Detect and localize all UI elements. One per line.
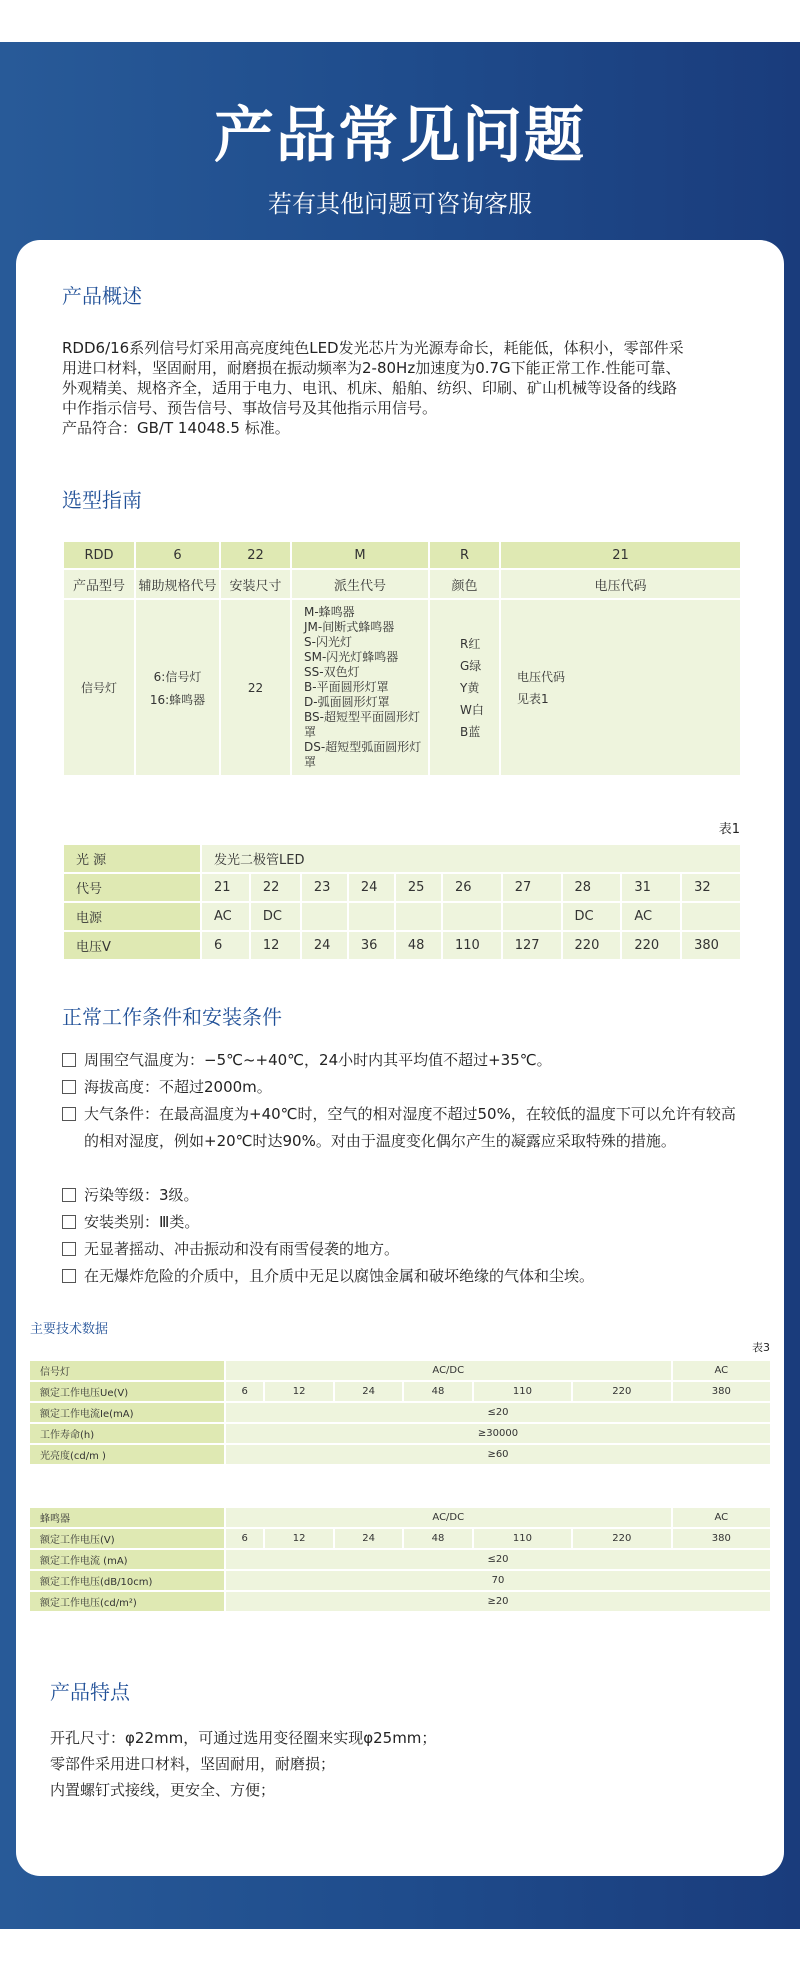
- spec-label: 额定工作电压(cd/m²): [29, 1591, 225, 1612]
- spec-value: 6: [225, 1528, 264, 1549]
- page-title: 产品常见问题: [214, 101, 586, 171]
- code-cell: 6: [135, 541, 220, 569]
- spec-value: ≥20: [225, 1591, 771, 1612]
- volt-row: [63, 931, 741, 960]
- power-cell: DC: [250, 902, 301, 931]
- light-value: 发光二极管LED: [201, 844, 741, 873]
- derived-item: B-平面圆形灯罩: [304, 680, 389, 694]
- spec-label: 额定工作电压Ue(V): [29, 1381, 225, 1402]
- code-cell: 26: [442, 873, 502, 902]
- power-cell: [395, 902, 442, 931]
- label-cell: 辅助规格代号: [135, 569, 220, 599]
- volt-cell: 12: [250, 931, 301, 960]
- label-cell: 安装尺寸: [220, 569, 291, 599]
- condition-text: 在无爆炸危险的介质中，且介质中无足以腐蚀金属和破坏绝缘的气体和尘埃。: [84, 1267, 595, 1285]
- code-cell: 32: [681, 873, 741, 902]
- color-item: W白: [460, 702, 484, 717]
- page-subtitle: 若有其他问题可咨询客服: [268, 190, 532, 218]
- spec-row: [29, 1423, 771, 1444]
- spec-value: ≤20: [225, 1402, 771, 1423]
- features-heading: 产品特点: [50, 1680, 130, 1704]
- voltage-line: 见表1: [517, 691, 549, 706]
- power-cell: [301, 902, 348, 931]
- aux-cell: [135, 599, 220, 776]
- spec-value: 110: [473, 1528, 572, 1549]
- model-cell: 信号灯: [63, 599, 135, 776]
- spec-header-row: [29, 1360, 771, 1381]
- row-label: 光 源: [63, 844, 201, 873]
- row-label: 代号: [63, 873, 201, 902]
- spec-value: 220: [572, 1528, 671, 1549]
- code-cell: R: [429, 541, 500, 569]
- power-cell: [681, 902, 741, 931]
- spec-row: [29, 1444, 771, 1465]
- code-cell: 22: [220, 541, 291, 569]
- power-cell: [442, 902, 502, 931]
- spec-row: [29, 1528, 771, 1549]
- label-cell: 电压代码: [500, 569, 741, 599]
- power-cell: [348, 902, 395, 931]
- volt-cell: 24: [301, 931, 348, 960]
- volt-cell: 36: [348, 931, 395, 960]
- condition-text: 无显著摇动、冲击振动和没有雨雪侵袭的地方。: [84, 1240, 400, 1258]
- code-cell: 21: [201, 873, 250, 902]
- condition-item: [62, 1182, 742, 1209]
- ac-cell: AC: [672, 1507, 771, 1528]
- row-label: 电源: [63, 902, 201, 931]
- spec-label: 光亮度(cd/m ): [29, 1444, 225, 1465]
- spec-row: [29, 1402, 771, 1423]
- code-cell: 25: [395, 873, 442, 902]
- condition-item: [62, 1263, 742, 1290]
- condition-item: [62, 1074, 742, 1101]
- color-item: B蓝: [460, 724, 481, 739]
- spec-value: 12: [264, 1528, 333, 1549]
- derived-item: M-蜂鸣器: [304, 605, 355, 619]
- spec-value: 24: [334, 1528, 403, 1549]
- volt-cell: 220: [562, 931, 622, 960]
- code-row: [63, 873, 741, 902]
- spec-label: 额定工作电流Ie(mA): [29, 1402, 225, 1423]
- buzzer-spec-table: [28, 1506, 772, 1613]
- condition-text: 周围空气温度为：−5℃~+40℃，24小时内其平均值不超过+35℃。: [84, 1051, 552, 1069]
- condition-text: 大气条件：在最高温度为+40℃时，空气的相对湿度不超过50%，在较低的温度下可以允许有较高的相对湿度，例如+20℃时达90%。对由于温度变化偶尔产生的凝露应采取特殊的措施。: [84, 1105, 736, 1150]
- spec-value: 380: [672, 1381, 771, 1402]
- ac-cell: AC: [672, 1360, 771, 1381]
- spec-row: [29, 1549, 771, 1570]
- label-cell: 颜色: [429, 569, 500, 599]
- checkbox-icon: [62, 1242, 76, 1256]
- overview-heading: 产品概述: [62, 284, 142, 308]
- table1-caption: 表1: [718, 822, 740, 837]
- condition-text: 安装类别：Ⅲ类。: [84, 1213, 200, 1231]
- feature-item: 开孔尺寸：φ22mm，可通过选用变径圈来实现φ25mm；: [50, 1729, 437, 1747]
- spec-value: 110: [473, 1381, 572, 1402]
- volt-cell: 6: [201, 931, 250, 960]
- derived-item: JM-间断式蜂鸣器: [304, 620, 395, 634]
- code-cell: 23: [301, 873, 348, 902]
- spec-label: 工作寿命(h): [29, 1423, 225, 1444]
- tech-heading: 主要技术数据: [30, 1322, 109, 1337]
- overview-text: [62, 338, 752, 438]
- code-cell: 27: [502, 873, 562, 902]
- condition-text: 海拔高度：不超过2000m。: [84, 1078, 272, 1096]
- spec-row: [29, 1570, 771, 1591]
- checkbox-icon: [62, 1215, 76, 1229]
- power-row: [63, 902, 741, 931]
- volt-cell: 48: [395, 931, 442, 960]
- checkbox-icon: [62, 1053, 76, 1067]
- spec-value: 220: [572, 1381, 671, 1402]
- features-list: [50, 1725, 436, 1803]
- voltage-line: 电压代码: [517, 669, 566, 684]
- spec-value: ≤20: [225, 1549, 771, 1570]
- code-cell: 31: [621, 873, 681, 902]
- color-item: Y黄: [460, 680, 480, 695]
- condition-item: [62, 1047, 742, 1074]
- condition-text: 污染等级：3级。: [84, 1186, 199, 1204]
- acdc-cell: AC/DC: [225, 1360, 672, 1381]
- volt-cell: 220: [621, 931, 681, 960]
- spec-value: 12: [264, 1381, 333, 1402]
- volt-cell: 380: [681, 931, 741, 960]
- size-cell: 22: [220, 599, 291, 776]
- spec-label: 额定工作电流 (mA): [29, 1549, 225, 1570]
- spec-value: 70: [225, 1570, 771, 1591]
- feature-item: 内置螺钉式接线，更安全、方便；: [50, 1781, 276, 1799]
- code-cell: 24: [348, 873, 395, 902]
- table3-caption: 表3: [752, 1341, 770, 1354]
- aux-item: 16:蜂鸣器: [149, 692, 206, 707]
- code-cell: 22: [250, 873, 301, 902]
- code-cell: 21: [500, 541, 741, 569]
- spec-row: [29, 1381, 771, 1402]
- spec-name: 蜂鸣器: [29, 1507, 225, 1528]
- checkbox-icon: [62, 1080, 76, 1094]
- checkbox-icon: [62, 1188, 76, 1202]
- volt-cell: 127: [502, 931, 562, 960]
- derived-item: D-弧面圆形灯罩: [304, 695, 390, 709]
- condition-item: [62, 1101, 742, 1155]
- power-cell: AC: [621, 902, 681, 931]
- overview-line: 中作指示信号、预告信号、事故信号及其他指示用信号。: [62, 399, 438, 417]
- spec-value: 6: [225, 1381, 264, 1402]
- derived-item: BS-超短型平面圆形灯罩: [304, 710, 420, 739]
- color-cell: [429, 599, 500, 776]
- selection-heading: 选型指南: [62, 488, 142, 512]
- label-cell: 产品型号: [63, 569, 135, 599]
- spec-row: [29, 1591, 771, 1612]
- overview-line: 产品符合：GB/T 14048.5 标准。: [62, 419, 290, 437]
- derived-cell: [291, 599, 429, 776]
- table1: [62, 843, 742, 961]
- acdc-cell: AC/DC: [225, 1507, 672, 1528]
- spec-label: 额定工作电压(V): [29, 1528, 225, 1549]
- spec-value: ≥60: [225, 1444, 771, 1465]
- selection-table: [62, 540, 742, 777]
- label-cell: 派生代号: [291, 569, 429, 599]
- code-cell: M: [291, 541, 429, 569]
- light-row: [63, 844, 741, 873]
- derived-item: S-闪光灯: [304, 635, 352, 649]
- checkbox-icon: [62, 1269, 76, 1283]
- spec-value: 48: [403, 1381, 472, 1402]
- power-cell: [502, 902, 562, 931]
- lamp-spec-table: [28, 1359, 772, 1466]
- row-label: 电压V: [63, 931, 201, 960]
- derived-item: DS-超短型弧面圆形灯罩: [304, 740, 422, 769]
- power-cell: AC: [201, 902, 250, 931]
- overview-line: 外观精美、规格齐全，适用于电力、电讯、机床、船舶、纺织、印刷、矿山机械等设备的线路: [62, 379, 678, 397]
- code-row: [63, 541, 741, 569]
- conditions-heading: 正常工作条件和安装条件: [62, 1005, 282, 1029]
- spec-value: 48: [403, 1528, 472, 1549]
- overview-line: 用进口材料，坚固耐用，耐磨损在振动频率为2-80Hz加速度为0.7G下能正常工作.性能可靠、: [62, 359, 681, 377]
- voltage-cell: [500, 599, 741, 776]
- spec-name: 信号灯: [29, 1360, 225, 1381]
- condition-item: [62, 1236, 742, 1263]
- label-row: [63, 569, 741, 599]
- spec-value: 24: [334, 1381, 403, 1402]
- color-item: R红: [460, 636, 481, 651]
- spec-label: 额定工作电压(dB/10cm): [29, 1570, 225, 1591]
- spec-header-row: [29, 1507, 771, 1528]
- derived-item: SM-闪光灯蜂鸣器: [304, 650, 399, 664]
- power-cell: DC: [562, 902, 622, 931]
- condition-item: [62, 1209, 742, 1236]
- checkbox-icon: [62, 1107, 76, 1121]
- code-cell: RDD: [63, 541, 135, 569]
- derived-item: SS-双色灯: [304, 665, 360, 679]
- feature-item: 零部件采用进口材料，坚固耐用，耐磨损；: [50, 1755, 336, 1773]
- volt-cell: 110: [442, 931, 502, 960]
- code-cell: 28: [562, 873, 622, 902]
- aux-item: 6:信号灯: [153, 669, 202, 684]
- spec-value: ≥30000: [225, 1423, 771, 1444]
- spec-value: 380: [672, 1528, 771, 1549]
- value-row: [63, 599, 741, 776]
- overview-line: RDD6/16系列信号灯采用高亮度纯色LED发光芯片为光源寿命长，耗能低，体积小，零部件采: [62, 339, 684, 357]
- color-item: G绿: [460, 658, 482, 673]
